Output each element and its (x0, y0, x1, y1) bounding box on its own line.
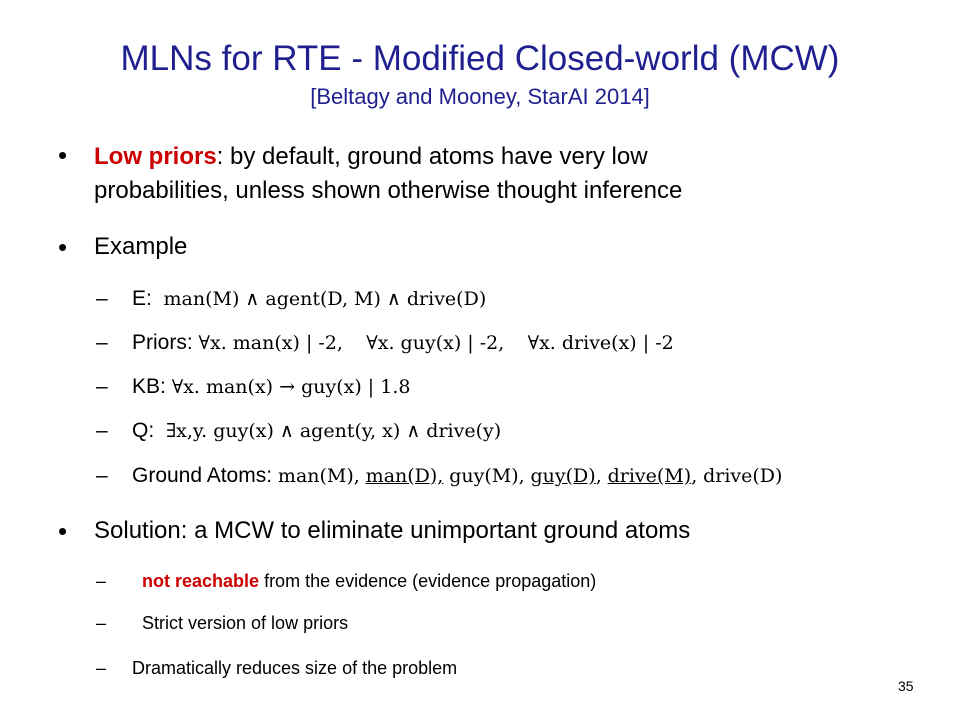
page-number: 35 (898, 678, 914, 694)
low-priors-highlight: Low priors (94, 143, 217, 170)
bullet-low-priors-line2: probabilities, unless shown otherwise thought inference (94, 177, 683, 204)
prior-drive: ∀x. drive(x) | -2 (527, 332, 674, 354)
dash-marker: – (96, 464, 108, 487)
solution-reduces-size (96, 655, 457, 681)
atoms-label: Ground Atoms: (132, 464, 273, 487)
dash-marker: – (96, 331, 108, 354)
example-kb (96, 372, 410, 402)
atom-guy-m: guy(M), (449, 465, 525, 487)
slide-citation: [Beltagy and Mooney, StarAI 2014] (310, 84, 650, 109)
atom-drive-d: drive(D) (703, 465, 783, 487)
example-priors (96, 328, 674, 358)
bullet-example: Example (94, 233, 188, 260)
query-label: Q: (132, 419, 155, 442)
bullet-low-priors (94, 140, 682, 208)
example-evidence (96, 284, 486, 314)
strict-version-text: Strict version of low priors (142, 613, 349, 633)
dash-marker: – (96, 419, 108, 442)
atom-man-d: man(D), (365, 465, 444, 487)
atom-drive-m: drive(M) (607, 465, 692, 487)
query-formula: ∃x,y. guy(x) ∧ agent(y, x) ∧ drive(y) (165, 420, 502, 442)
dash-marker: – (96, 613, 107, 633)
example-ground-atoms (96, 461, 782, 491)
bullet-marker: • (58, 232, 68, 262)
bullet-marker: • (58, 140, 68, 170)
bullet-low-priors-line1 (94, 140, 682, 174)
dash-marker: – (96, 571, 107, 591)
dash-marker: – (96, 375, 108, 398)
prior-man: ∀x. man(x) | -2, (198, 332, 343, 354)
bullet-solution: Solution: a MCW to eliminate unimportant ground atoms (94, 517, 691, 544)
slide-title: MLNs for RTE - Modified Closed-world (MCW) (120, 39, 840, 78)
atom-guy-d: guy(D) (530, 465, 596, 487)
kb-label: KB: (132, 375, 166, 398)
atom-separator: , (595, 465, 602, 487)
low-priors-rest: : by default, ground atoms have very low (216, 143, 648, 170)
evidence-formula: man(M) ∧ agent(D, M) ∧ drive(D) (163, 288, 487, 310)
priors-label: Priors: (132, 331, 193, 354)
bullet-marker: • (58, 516, 68, 546)
dash-marker: – (96, 658, 107, 678)
evidence-label: E: (132, 287, 152, 310)
solution-strict-version (96, 610, 348, 636)
reduces-size-text: Dramatically reduces size of the problem (132, 658, 458, 678)
example-query (96, 416, 501, 446)
not-reachable-highlight: not reachable (142, 571, 260, 591)
solution-not-reachable (96, 568, 596, 594)
prior-guy: ∀x. guy(x) | -2, (366, 332, 505, 354)
kb-formula: ∀x. man(x) → guy(x) | 1.8 (171, 376, 411, 398)
atom-man-m: man(M), (277, 465, 360, 487)
dash-marker: – (96, 287, 108, 310)
atom-separator: , (691, 465, 698, 487)
not-reachable-rest: from the evidence (evidence propagation) (259, 571, 597, 591)
